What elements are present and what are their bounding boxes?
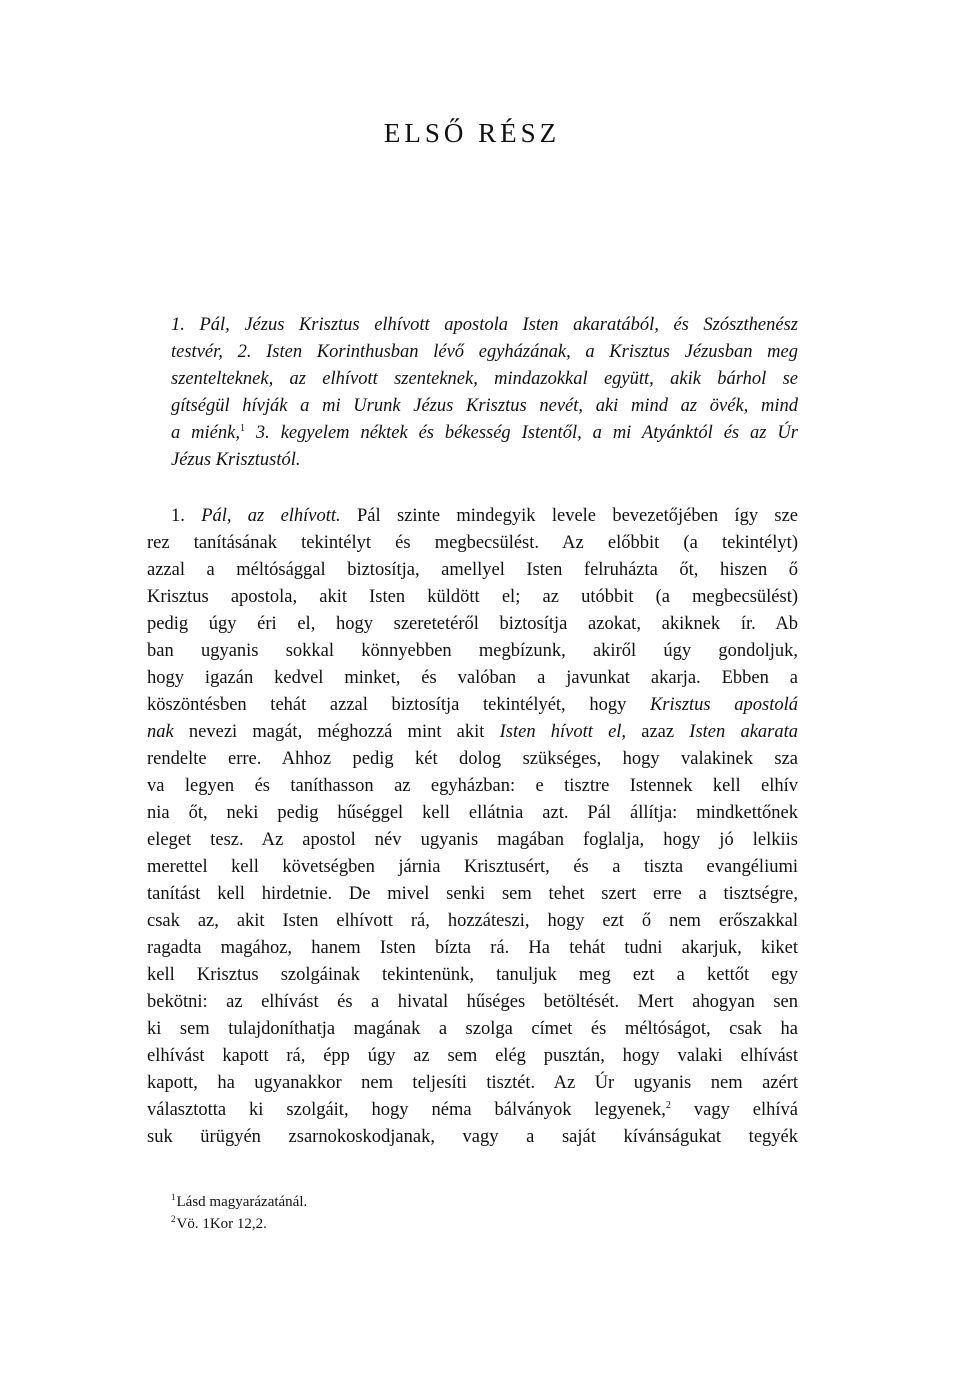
body-line: csak az, akit Isten elhívott rá, hozzáteszi, hogy ezt ő nem erőszakkal bbox=[147, 911, 798, 931]
quoted-phrase: Isten hívott el, bbox=[499, 722, 627, 742]
scripture-line: szentelteknek, az elhívott szenteknek, mindazokkal együtt, akik bárhol se bbox=[171, 369, 798, 389]
footnote-2 bbox=[171, 1213, 307, 1235]
body-line: azzal a méltósággal biztosítja, amellyel Isten felruházta őt, hiszen ő bbox=[147, 560, 798, 580]
scripture-line: testvér, 2. Isten Korinthusban lévő egyházának, a Krisztus Jézusban meg bbox=[171, 342, 798, 362]
body-text: azaz bbox=[626, 722, 690, 742]
quoted-phrase: nak bbox=[147, 722, 174, 742]
footnote-ref-1: 1 bbox=[239, 422, 245, 434]
body-line: ki sem tulajdoníthatja magának a szolga címet és méltóságot, csak ha bbox=[147, 1019, 798, 1039]
footnote-ref-2: 2 bbox=[665, 1099, 671, 1111]
scripture-line: Jézus Krisztustól. bbox=[171, 450, 301, 470]
body-line: kell Krisztus szolgáinak tekintenünk, tanuljuk meg ezt a kettőt egy bbox=[147, 965, 798, 985]
body-line: bekötni: az elhívást és a hivatal hűséges betöltését. Mert ahogyan sen bbox=[147, 992, 798, 1012]
body-line: ban ugyanis sokkal könnyebben megbízunk, akiről úgy gondoljuk, bbox=[147, 641, 798, 661]
footnote-1 bbox=[171, 1191, 307, 1213]
body-text: választotta ki szolgáit, hogy néma bálványok legyenek, bbox=[147, 1100, 666, 1120]
body-line: va legyen és taníthasson az egyházban: e tisztre Istennek kell elhív bbox=[147, 776, 798, 796]
body-line bbox=[171, 503, 798, 530]
body-line bbox=[147, 1097, 798, 1124]
footnote-mark: 1 bbox=[171, 1192, 176, 1202]
footnote-text: Lásd magyarázatánál. bbox=[176, 1194, 308, 1210]
scripture-line: 1. Pál, Jézus Krisztus elhívott apostola Isten akaratából, és Szószthenész bbox=[171, 315, 798, 335]
body-text: köszöntésben tehát azzal biztosítja tekintélyét, hogy bbox=[147, 695, 650, 715]
body-line bbox=[147, 692, 798, 719]
body-line: kapott, ha ugyanakkor nem teljesíti tisztét. Az Úr ugyanis nem azért bbox=[147, 1073, 798, 1093]
body-line: merettel kell követségben járnia Krisztusért, és a tiszta evangéliumi bbox=[147, 857, 798, 877]
verse-number: 1. bbox=[171, 506, 202, 526]
footnote-mark: 2 bbox=[171, 1214, 176, 1224]
body-line bbox=[147, 719, 798, 746]
body-line: rendelte erre. Ahhoz pedig két dolog szükséges, hogy valakinek sza bbox=[147, 749, 798, 769]
body-text: nevezi magát, méghozzá mint akit bbox=[173, 722, 500, 742]
scripture-line bbox=[171, 420, 798, 447]
scripture-text: a miénk, bbox=[171, 423, 240, 443]
body-line: suk ürügyén zsarnokoskodjanak, vagy a saját kívánságukat tegyék bbox=[147, 1127, 798, 1147]
body-line: eleget tesz. Az apostol név ugyanis magában foglalja, hogy jó lelkiis bbox=[147, 830, 798, 850]
body-line: rez tanításának tekintélyt és megbecsülést. Az előbbit (a tekintélyt) bbox=[147, 533, 798, 553]
body-line: hogy igazán kedvel minket, és valóban a javunkat akarja. Ebben a bbox=[147, 668, 798, 688]
body-text: vagy elhívá bbox=[670, 1100, 798, 1120]
scripture-line: gítségül hívják a mi Urunk Jézus Krisztus nevét, aki mind az övék, mind bbox=[171, 396, 798, 416]
chapter-title: ELSŐ RÉSZ bbox=[383, 118, 561, 148]
body-line: pedig úgy éri el, hogy szeretetéről biztosítja azokat, akiknek ír. Ab bbox=[147, 614, 798, 634]
body-line: nia őt, neki pedig hűséggel kell ellátnia azt. Pál állítja: mindkettőnek bbox=[147, 803, 798, 823]
body-text: Pál szinte mindegyik levele bevezetőjében így sze bbox=[340, 506, 798, 526]
quoted-phrase: Krisztus apostolá bbox=[649, 695, 799, 715]
body-line: tanítást kell hirdetnie. De mivel senki sem tehet szert erre a tisztségre, bbox=[147, 884, 798, 904]
body-line: Krisztus apostola, akit Isten küldött el; az utóbbit (a megbecsülést) bbox=[147, 587, 798, 607]
footnote-text: Vö. 1Kor 12,2. bbox=[176, 1216, 267, 1232]
body-line: ragadta magához, hanem Isten bízta rá. Ha tehát tudni akarjuk, kiket bbox=[147, 938, 798, 958]
quoted-phrase: Isten akarata bbox=[689, 722, 798, 742]
footnotes bbox=[171, 1191, 307, 1235]
scripture-text: 3. kegyelem néktek és békesség Istentől, a mi Atyánktól és az Úr bbox=[244, 423, 798, 443]
quoted-phrase: Pál, az elhívott. bbox=[201, 506, 341, 526]
body-line: elhívást kapott rá, épp úgy az sem elég pusztán, hogy valaki elhívást bbox=[147, 1046, 798, 1066]
